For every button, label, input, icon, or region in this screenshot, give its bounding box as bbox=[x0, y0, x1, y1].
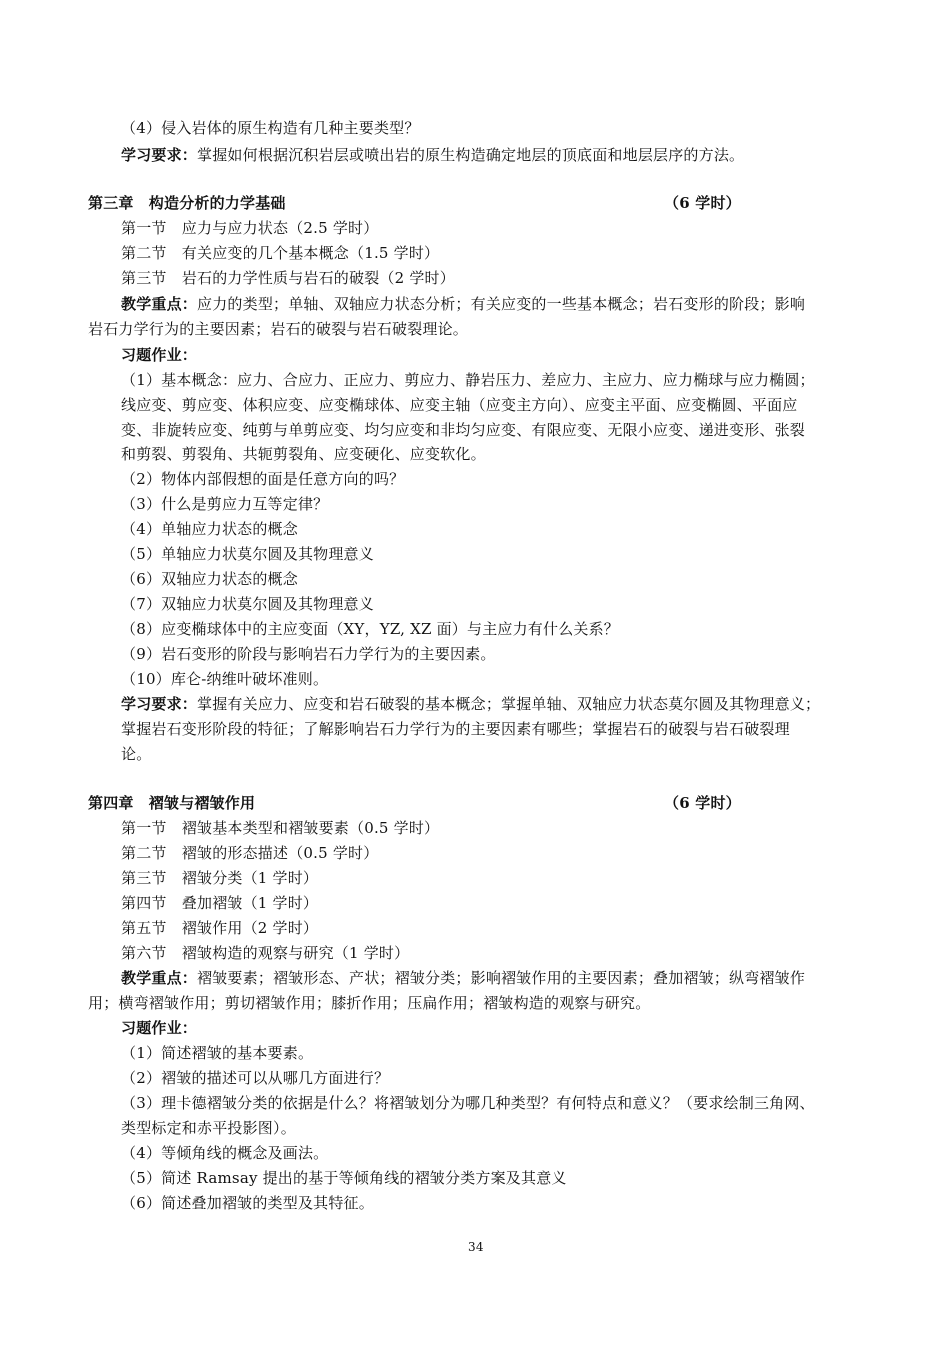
teaching-focus-cont: 岩石力学行为的主要因素；岩石的破裂与岩石破裂理论。 bbox=[88, 320, 469, 338]
section-item: 第一节 褶皱基本类型和褶皱要素（0.5 学时） bbox=[121, 819, 440, 837]
teaching-focus bbox=[121, 967, 805, 989]
homework-item: 和剪裂、剪裂角、共轭剪裂角、应变硬化、应变软化。 bbox=[121, 445, 486, 463]
chapter-title: 第四章 褶皱与褶皱作用 bbox=[88, 794, 256, 812]
section-item: 第二节 褶皱的形态描述（0.5 学时） bbox=[121, 844, 379, 862]
learning-requirement bbox=[121, 693, 820, 715]
question-item: （4）侵入岩体的原生构造有几种主要类型？ bbox=[121, 119, 420, 137]
section-item: 第二节 有关应变的几个基本概念（1.5 学时） bbox=[121, 244, 440, 262]
section-item: 第五节 褶皱作用（2 学时） bbox=[121, 919, 319, 937]
chapter-title: 第三章 构造分析的力学基础 bbox=[88, 194, 286, 212]
section-item: 第六节 褶皱构造的观察与研究（1 学时） bbox=[121, 944, 410, 962]
learning-requirement bbox=[121, 144, 744, 166]
text: 掌握如何根据沉积岩层或喷出岩的原生构造确定地层的顶底面和地层层序的方法。 bbox=[197, 146, 745, 164]
homework-item: （5）单轴应力状莫尔圆及其物理意义 bbox=[121, 545, 374, 563]
chapter-hours: （6 学时） bbox=[664, 194, 741, 212]
homework-item: 类型标定和赤平投影图）。 bbox=[121, 1119, 296, 1137]
homework-item: （8）应变椭球体中的主应变面（XY，YZ, XZ 面）与主应力有什么关系？ bbox=[121, 620, 619, 638]
homework-label: 习题作业： bbox=[121, 1019, 198, 1037]
homework-item: 变、非旋转应变、纯剪与单剪应变、均匀应变和非均匀应变、有限应变、无限小应变、递进变形、张裂 bbox=[121, 421, 806, 439]
teaching-focus-cont: 用；横弯褶皱作用；剪切褶皱作用；膝折作用；压扁作用；褶皱构造的观察与研究。 bbox=[88, 994, 651, 1012]
text: 应力的类型；单轴、双轴应力状态分析；有关应变的一些基本概念；岩石变形的阶段；影响 bbox=[197, 295, 806, 313]
section-item: 第一节 应力与应力状态（2.5 学时） bbox=[121, 219, 379, 237]
label: 学习要求： bbox=[121, 146, 198, 164]
learning-requirement-cont: 掌握岩石变形阶段的特征；了解影响岩石力学行为的主要因素有哪些；掌握岩石的破裂与岩石破裂理 bbox=[121, 720, 790, 738]
homework-item: （3）什么是剪应力互等定律？ bbox=[121, 495, 329, 513]
section-item: 第四节 叠加褶皱（1 学时） bbox=[121, 894, 319, 912]
homework-item: （3）理卡德褶皱分类的依据是什么？将褶皱划分为哪几种类型？有何特点和意义？（要求绘制三角网、 bbox=[121, 1094, 815, 1112]
homework-item: （2）褶皱的描述可以从哪几方面进行？ bbox=[121, 1069, 390, 1087]
homework-item: （5）简述 Ramsay 提出的基于等倾角线的褶皱分类方案及其意义 bbox=[121, 1169, 567, 1187]
homework-item: （2）物体内部假想的面是任意方向的吗？ bbox=[121, 470, 405, 488]
page-number: 34 bbox=[468, 1240, 484, 1254]
homework-item: （4）单轴应力状态的概念 bbox=[121, 520, 298, 538]
label: 学习要求： bbox=[121, 695, 198, 713]
homework-label: 习题作业： bbox=[121, 346, 198, 364]
homework-item: （7）双轴应力状莫尔圆及其物理意义 bbox=[121, 595, 374, 613]
chapter-hours: （6 学时） bbox=[664, 794, 741, 812]
section-item: 第三节 岩石的力学性质与岩石的破裂（2 学时） bbox=[121, 269, 455, 287]
homework-item: （6）双轴应力状态的概念 bbox=[121, 570, 298, 588]
teaching-focus bbox=[121, 293, 805, 315]
homework-item: （10）库仑-纳维叶破坏准则。 bbox=[121, 670, 329, 688]
label: 教学重点： bbox=[121, 295, 198, 313]
homework-item: （1）简述褶皱的基本要素。 bbox=[121, 1044, 314, 1062]
label: 教学重点： bbox=[121, 969, 198, 987]
text: 掌握有关应力、应变和岩石破裂的基本概念；掌握单轴、双轴应力状态莫尔圆及其物理意义； bbox=[197, 695, 821, 713]
homework-item: （6）简述叠加褶皱的类型及其特征。 bbox=[121, 1194, 374, 1212]
learning-requirement-cont: 论。 bbox=[121, 745, 152, 763]
homework-item: （4）等倾角线的概念及画法。 bbox=[121, 1144, 329, 1162]
homework-item: （9）岩石变形的阶段与影响岩石力学行为的主要因素。 bbox=[121, 645, 496, 663]
text: 褶皱要素；褶皱形态、产状；褶皱分类；影响褶皱作用的主要因素；叠加褶皱；纵弯褶皱作 bbox=[197, 969, 806, 987]
homework-item: 线应变、剪应变、体积应变、应变椭球体、应变主轴（应变主方向）、应变主平面、应变椭圆、平面应 bbox=[121, 396, 798, 414]
homework-item: （1）基本概念：应力、合应力、正应力、剪应力、静岩压力、差应力、主应力、应力椭球与应力椭圆； bbox=[121, 371, 815, 389]
section-item: 第三节 褶皱分类（1 学时） bbox=[121, 869, 319, 887]
